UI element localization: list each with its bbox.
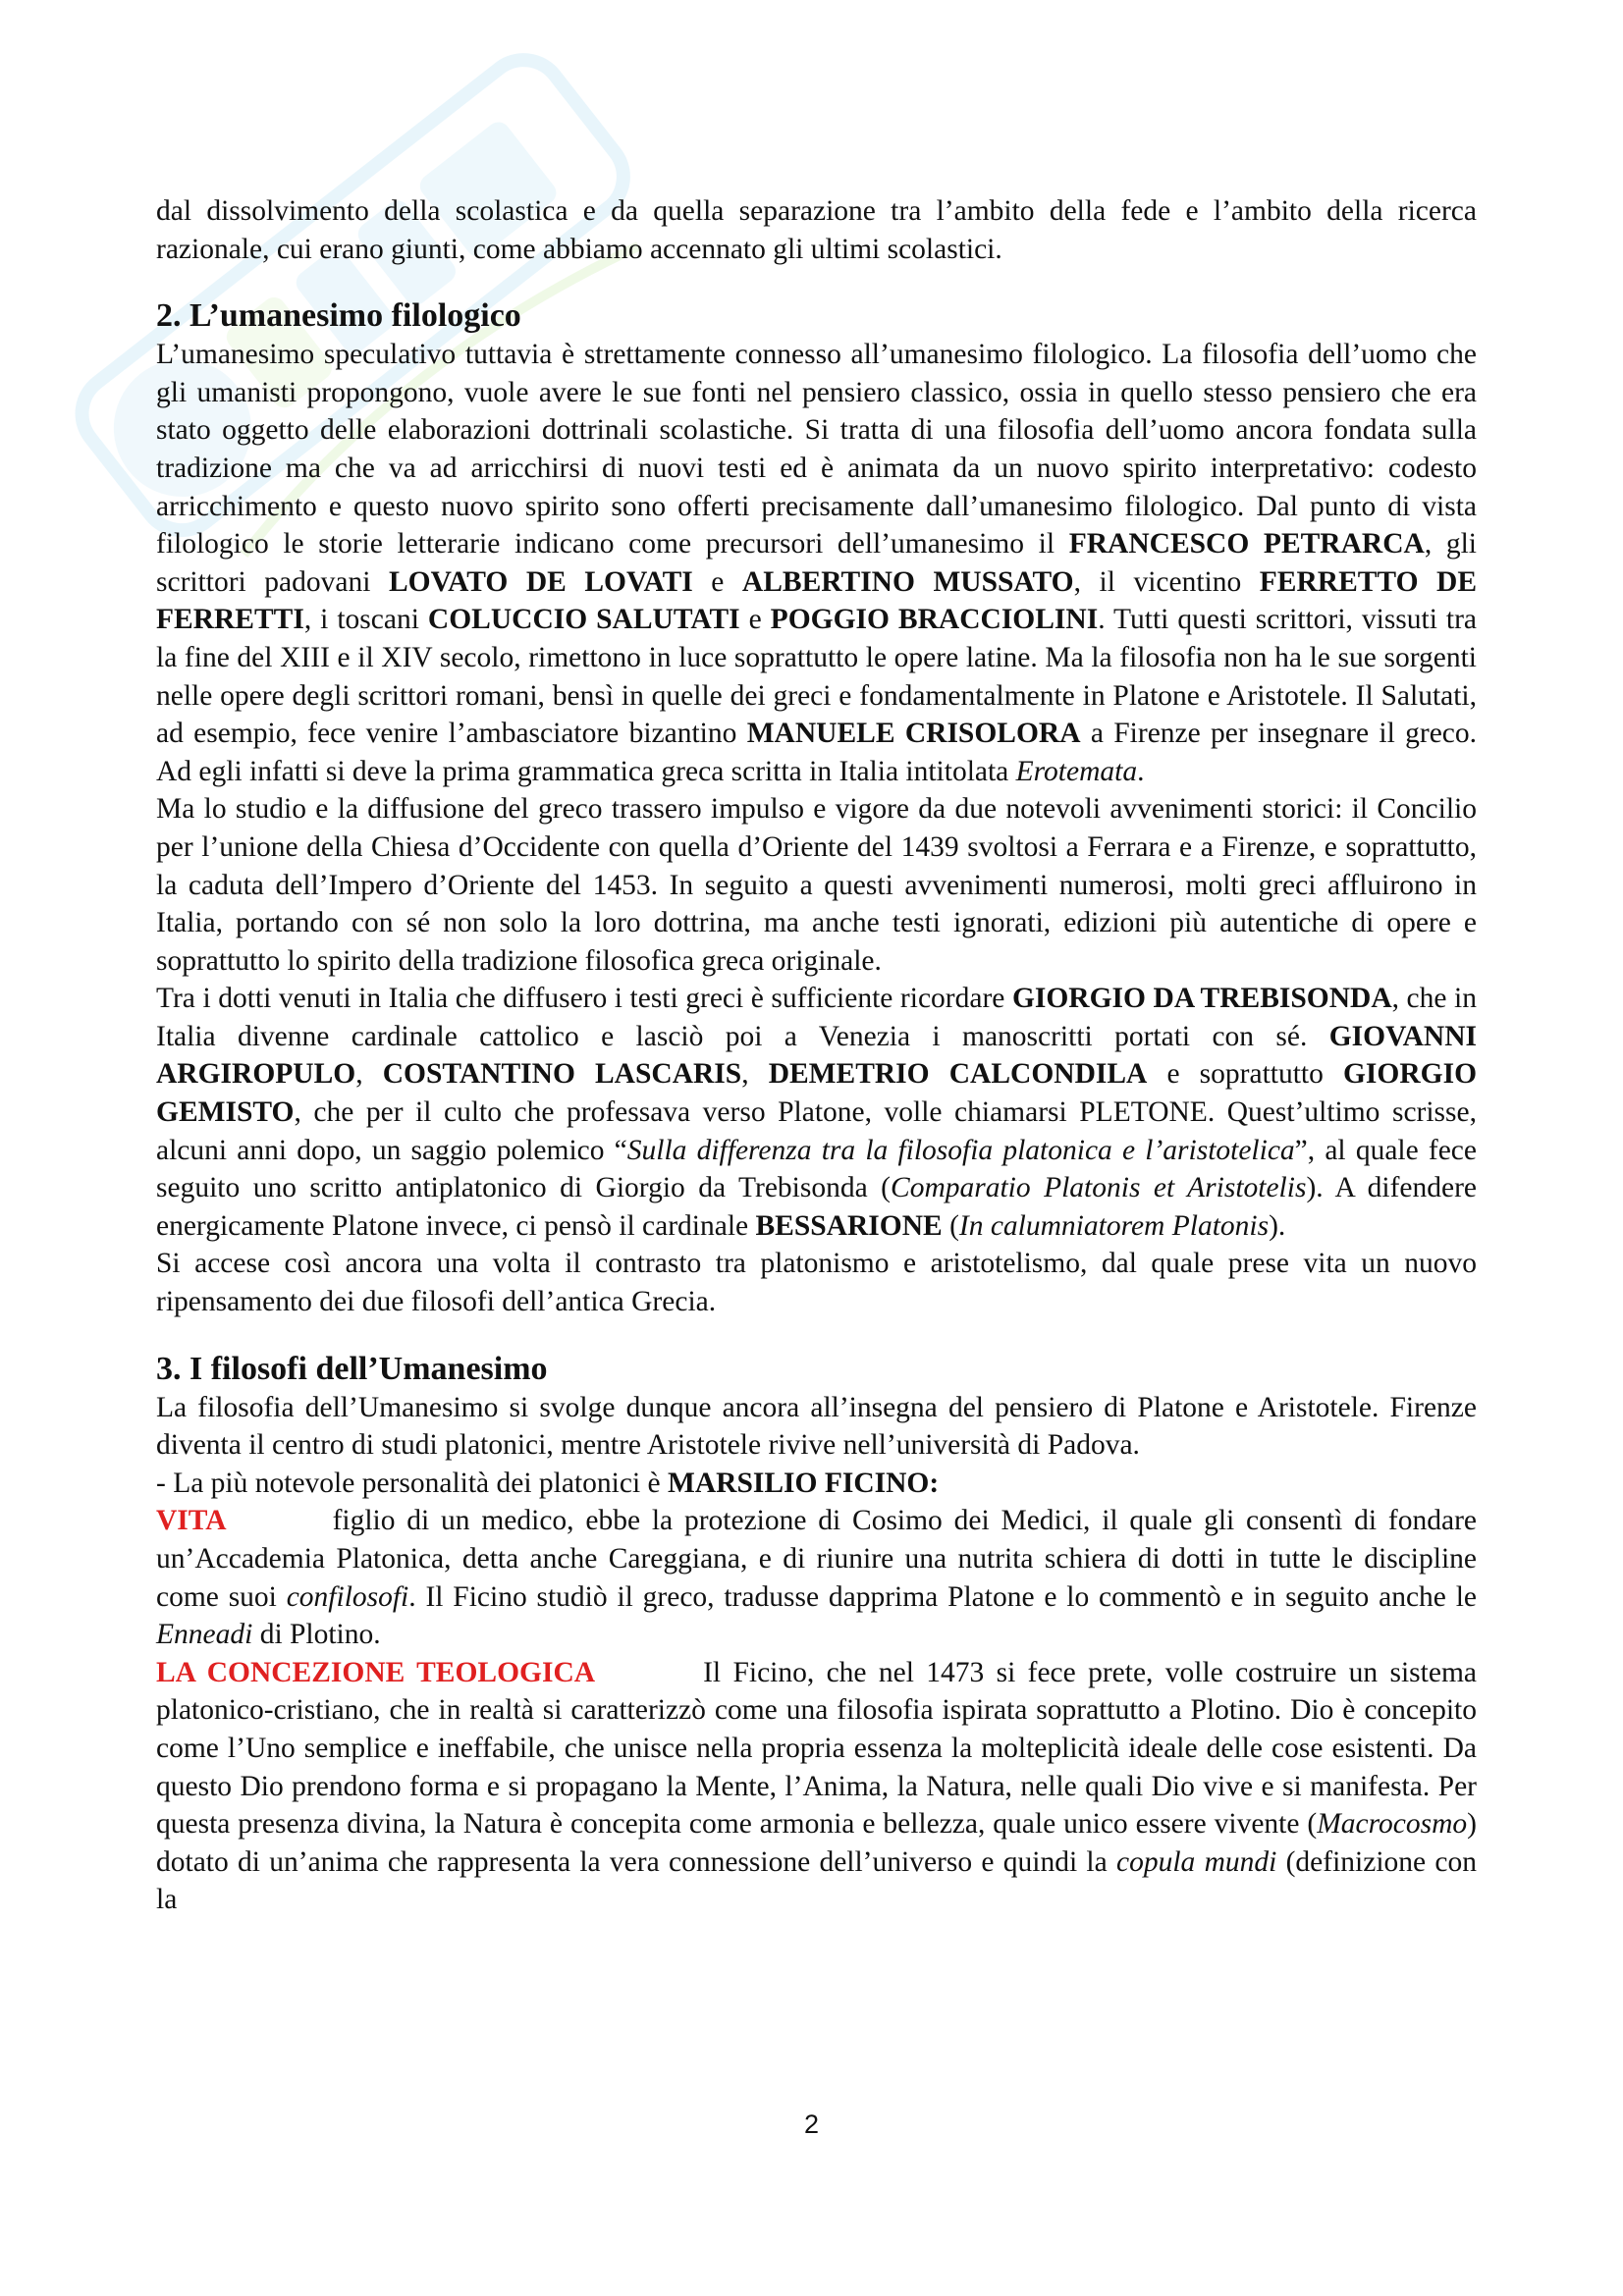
title-calumniatorem: In calumniatorem Platonis: [958, 1209, 1270, 1242]
section-2-paragraph-1: L’umanesimo speculativo tuttavia è strettamente connesso all’umanesimo filologico. La filosofia dell’uomo che gli umanisti propongono, vuole avere le sue fonti nel pensiero classico, ossia in quello stesso pensiero che era stato oggetto delle elaborazioni dottrinali scolastiche. Si tratta di una filosofia dell’uomo ancora fondata sulla tradizione ma che va ad arricchirsi di nuovi testi ed è animata da un nuovo spirito interpretativo: codesto arricchimento e questo nuovo spirito sono offerti precisamente dall’umanesimo filologico. Dal punto di vista filologico le storie letterarie indicano come precursori dell’umanesimo il FRANCESCO PETRARCA, gli scrittori padovani LOVATO DE LOVATI e ALBERTINO MUSSATO, il vicentino FERRETTO DE FERRETTI, i toscani COLUCCIO SALUTATI e POGGIO BRACCIOLINI. Tutti questi scrittori, vissuti tra la fine del XIII e il XIV secolo, rimettono in luce soprattutto le opere latine. Ma la filosofia non ha le sue sorgenti nelle opere degli scrittori romani, bensì in quelle dei greci e fondamentalmente in Platone e Aristotele. Il Salutati, ad esempio, fece venire l’ambasciatore bizantino MANUELE CRISOLORA a Firenze per insegnare il greco. Ad egli infatti si deve la prima grammatica greca scritta in Italia intitolata Erotemata.: [156, 339, 1478, 787]
vita-label: VITA: [156, 1505, 227, 1537]
name-gemisto: GIORGIO GEMISTO: [156, 1058, 1478, 1129]
term-macrocosmo: Macrocosmo: [1317, 1808, 1468, 1841]
section-2-paragraph-4: Si accese così ancora una volta il contrasto tra platonismo e aristotelismo, dal quale prese vita un nuovo ripensamento dei due filosofi dell’antica Grecia.: [156, 1248, 1477, 1318]
vita-paragraph: VITA figlio di un medico, ebbe la protezione di Cosimo dei Medici, il quale gli consentì di fondare un’Accademia Platonica, detta anche Careggiana, e di riunire una nutrita schiera di dotti in tutte le discipline come suoi confilosofi. Il Ficino studiò il greco, tradusse dapprima Platone e lo commentò e in seguito anche le Enneadi di Plotino.: [156, 1505, 1477, 1651]
title-erotemata: Erotemata: [1015, 755, 1138, 787]
section-2-paragraph-2: Ma lo studio e la diffusione del greco trassero impulso e vigore da due notevoli avvenimenti storici: il Concilio per l’unione della Chiesa d’Occidente con quella d’Oriente del 1439 svoltosi a Ferrara e a Firenze, e soprattutto, la caduta dell’Impero d’Oriente del 1453. In seguito a questi avvenimenti numerosi, molti greci affluirono in Italia, portando con sé non solo la loro dottrina, ma anche testi ignorati, edizioni più autentiche di opere e soprattutto lo spirito della tradizione filosofica greca originale.: [156, 793, 1477, 977]
page-number: 2: [803, 2109, 820, 2139]
name-calcondila: DEMETRIO CALCONDILA: [768, 1058, 1148, 1091]
name-trebisonda: GIORGIO DA TREBISONDA: [1011, 983, 1392, 1015]
section-3-paragraph-2: - La più notevole personalità dei platonici è MARSILIO FICINO:: [156, 1467, 940, 1499]
name-ficino: MARSILIO FICINO:: [668, 1467, 940, 1499]
name-mussato: ALBERTINO MUSSATO: [741, 565, 1074, 598]
intro-paragraph: dal dissolvimento della scolastica e da quella separazione tra l’ambito della fede e l’ambito della ricerca razionale, cui erano giunti, come abbiamo accennato gli ultimi scolastici.: [156, 195, 1477, 265]
name-lascaris: COSTANTINO LASCARIS: [382, 1058, 742, 1091]
name-bessarione: BESSARIONE: [755, 1209, 943, 1242]
name-petrarca: FRANCESCO PETRARCA: [1068, 528, 1425, 561]
section-gap: [156, 1321, 1477, 1350]
name-bracciolini: POGGIO BRACCIOLINI: [770, 604, 1099, 636]
teologica-label: LA CONCEZIONE TEOLOGICA: [156, 1656, 596, 1688]
name-crisolora: MANUELE CRISOLORA: [746, 718, 1081, 750]
title-enneadi: Enneadi: [156, 1619, 253, 1651]
term-copula-mundi: copula mundi: [1116, 1845, 1277, 1878]
section-3-heading: 3. I filosofi dell’Umanesimo: [156, 1350, 548, 1387]
name-argiropulo: GIOVANNI ARGIROPULO: [156, 1020, 1477, 1091]
title-comparatio: Comparatio Platonis et Aristotelis: [891, 1172, 1307, 1204]
section-gap: [156, 268, 1477, 296]
name-ferretto: FERRETTO DE FERRETTI: [156, 565, 1478, 636]
section-2-heading: 2. L’umanesimo filologico: [156, 297, 521, 335]
section-3-paragraph-1: La filosofia dell’Umanesimo si svolge dunque ancora all’insegna del pensiero di Platone e Aristotele. Firenze diventa il centro di studi platonici, mentre Aristotele rivive nell’università di Padova.: [156, 1391, 1477, 1462]
term-confilosofi: confilosofi: [286, 1580, 409, 1613]
name-salutati: COLUCCIO SALUTATI: [427, 604, 740, 636]
title-differenza: Sulla differenza tra la filosofia platonica e l’aristotelica: [626, 1134, 1295, 1166]
section-2-paragraph-3: Tra i dotti venuti in Italia che diffusero i testi greci è sufficiente ricordare GIORGIO DA TREBISONDA, che in Italia divenne cardinale cattolico e lasciò poi a Venezia i manoscritti portati con sé. GIOVANNI ARGIROPULO, COSTANTINO LASCARIS, DEMETRIO CALCONDILA e soprattutto GIORGIO GEMISTO, che per il culto che professava verso Platone, volle chiamarsi PLETONE. Quest’ultimo scrisse, alcuni anni dopo, un saggio polemico “Sulla differenza tra la filosofia platonica e l’aristotelica”, al quale fece seguito uno scritto antiplatonico di Giorgio da Trebisonda (Comparatio Platonis et Aristotelis). A difendere energicamente Platone invece, ci pensò il cardinale BESSARIONE (In calumniatorem Platonis).: [156, 983, 1478, 1242]
document-page: [156, 192, 1477, 1919]
teologica-paragraph: LA CONCEZIONE TEOLOGICA Il Ficino, che nel 1473 si fece prete, volle costruire un sistema platonico-cristiano, che in realtà si caratterizzò come una filosofia ispirata soprattutto a Plotino. Dio è concepito come l’Uno semplice e ineffabile, che unisce nella propria essenza la molteplicità ideale delle cose esistenti. Da questo Dio prendono forma e si propagano la Mente, l’Anima, la Natura, nelle quali Dio vive e si manifesta. Per questa presenza divina, la Natura è concepita come armonia e bellezza, quale unico essere vivente (Macrocosmo) dotato di un’anima che rappresenta la vera connessione dell’universo e quindi la copula mundi (definizione con la: [156, 1656, 1477, 1916]
name-lovato: LOVATO DE LOVATI: [388, 565, 693, 598]
